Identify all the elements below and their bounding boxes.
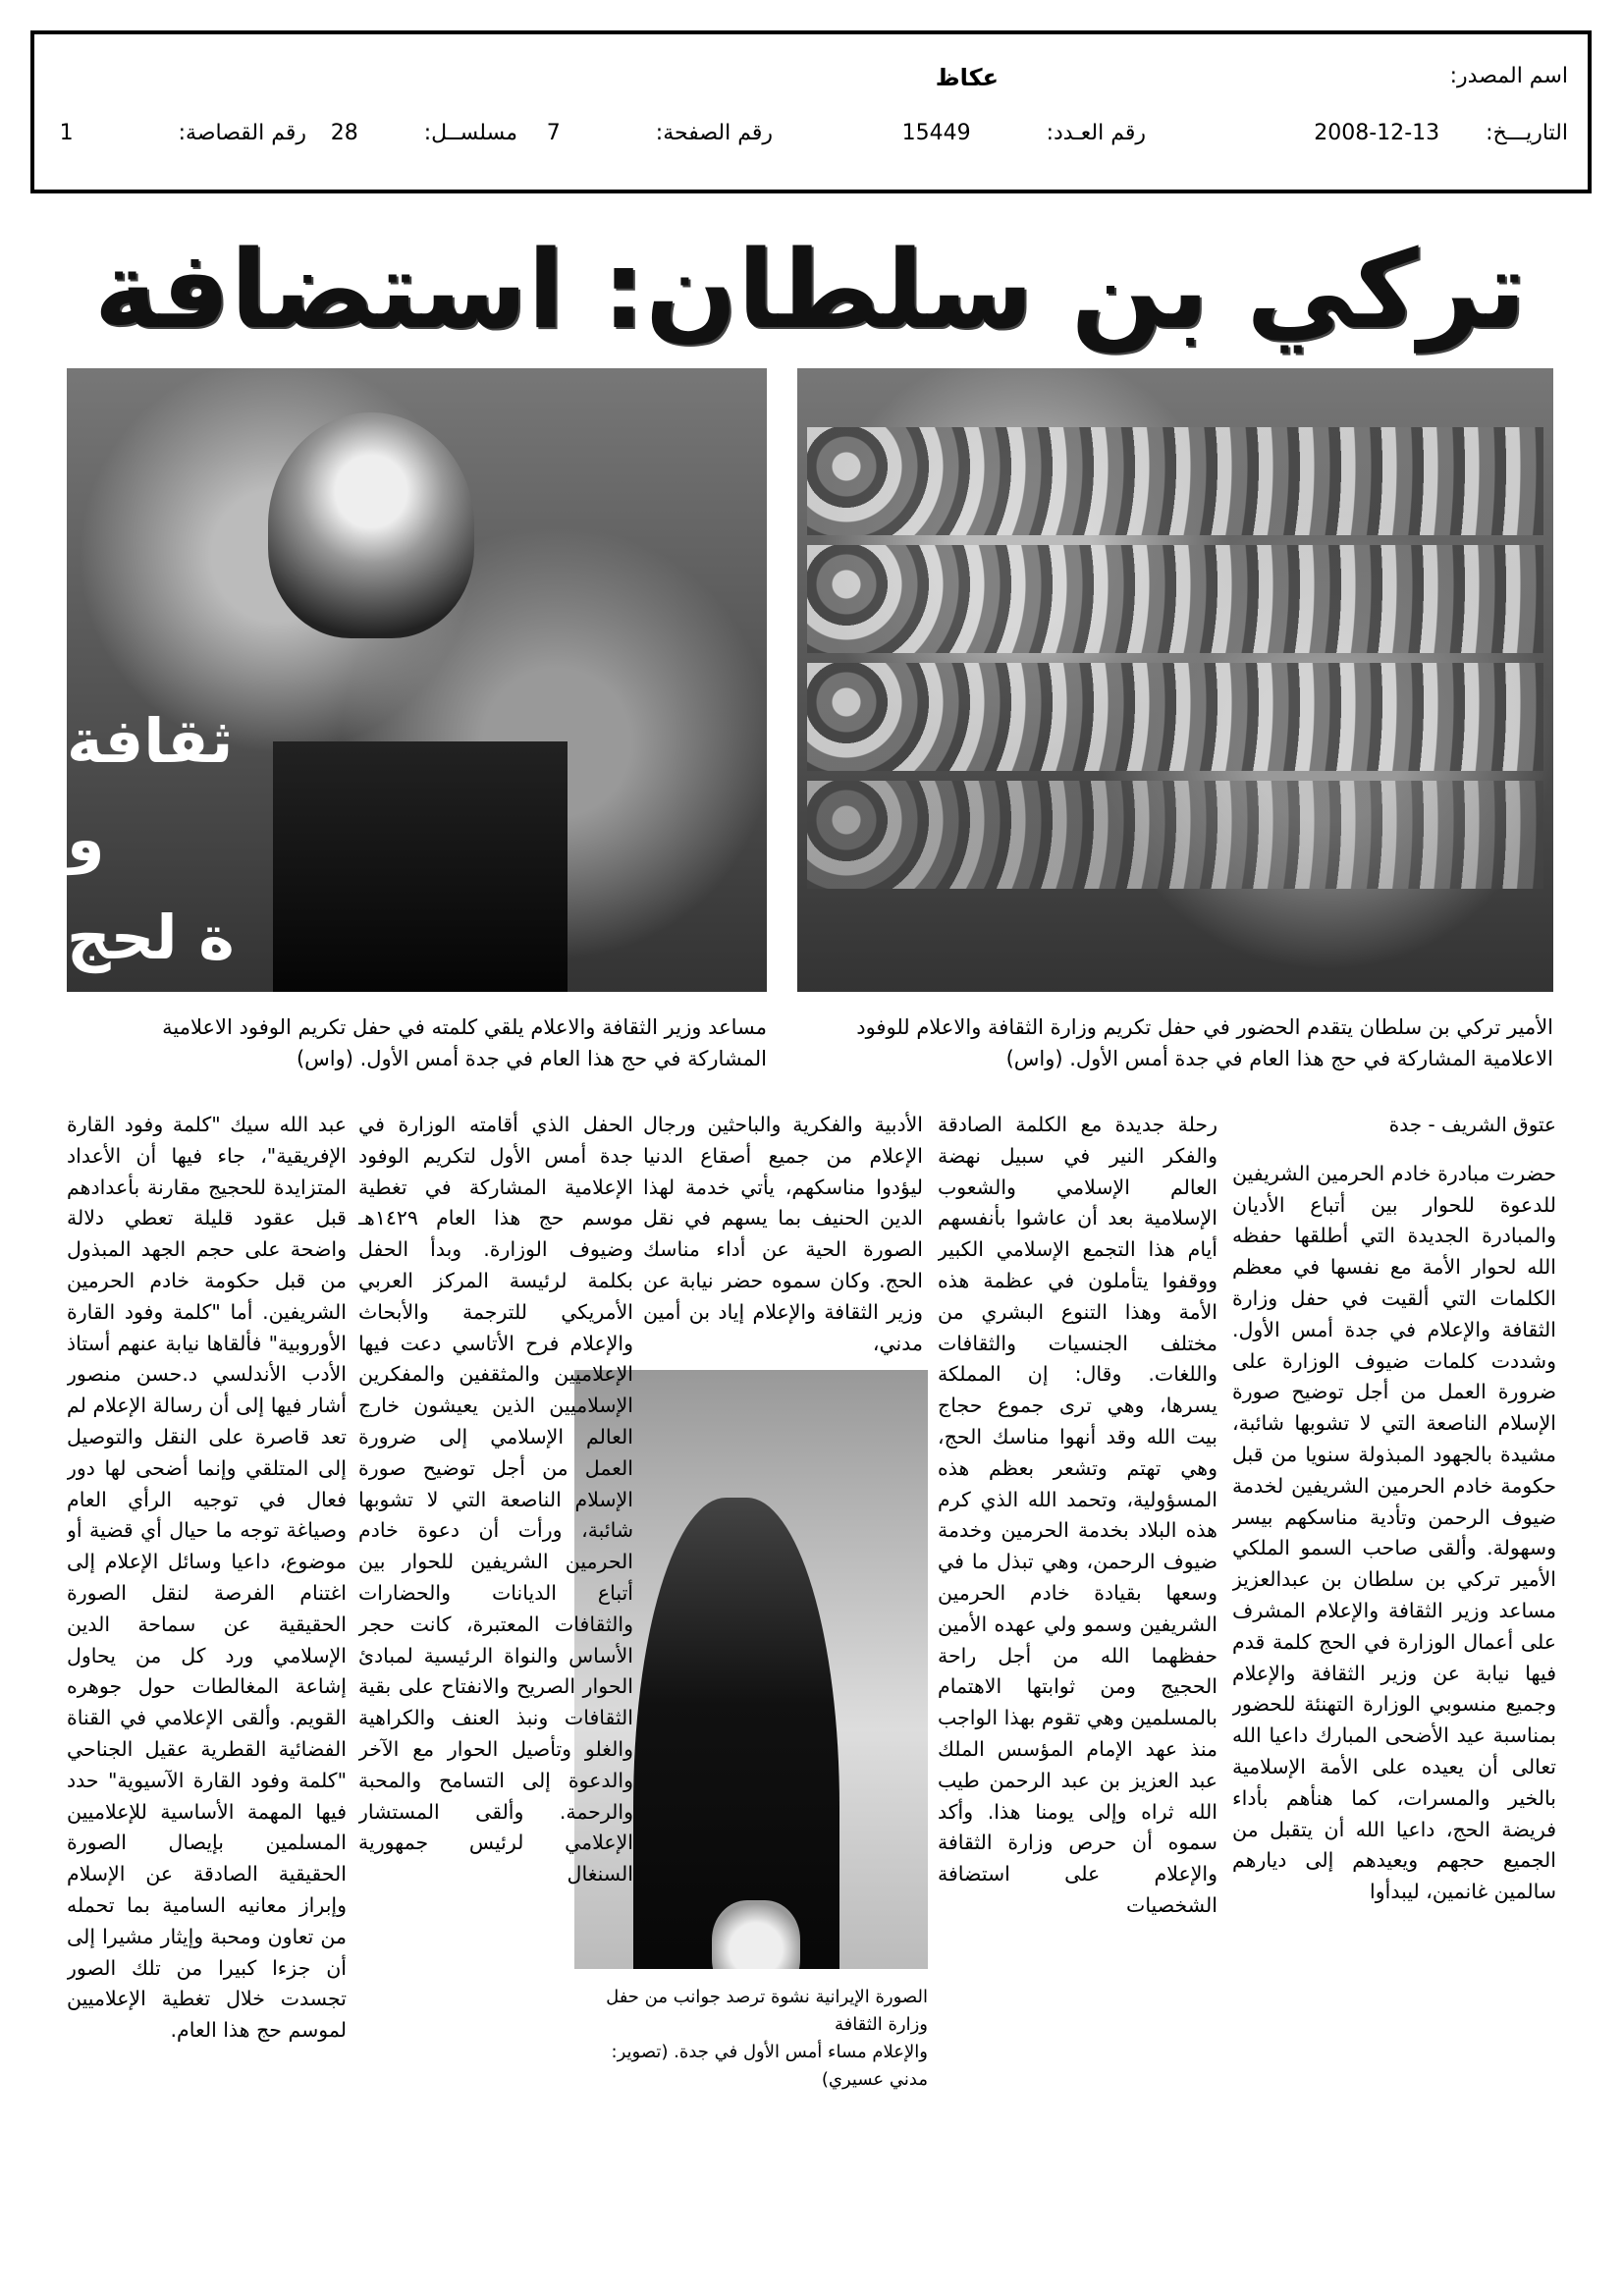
caption-bottom-line: والإعلام مساء أمس الأول في جدة. (تصوير: مدني عسيري) bbox=[611, 2042, 928, 2090]
photo-audience-row bbox=[807, 545, 1543, 653]
photo-podium bbox=[273, 741, 568, 992]
caption-bottom-line: الصورة الإيرانية نشوة ترصد جوانب من حفل وزارة الثقافة bbox=[606, 1987, 928, 2035]
article-column-4 bbox=[358, 1110, 633, 2259]
source-label: اسم المصدر: bbox=[1449, 64, 1568, 88]
photo-photographer-figure bbox=[633, 1498, 839, 1969]
caption-right-line: الاعلامية المشاركة في حج هذا العام في جدة أمس الأول. (واس) bbox=[1005, 1047, 1553, 1070]
photo-banner-text: ثقافة و ة لحج bbox=[67, 705, 235, 973]
page-label: رقم الصفحة: bbox=[655, 121, 773, 145]
clipping-label: رقم القصاصة: bbox=[178, 121, 306, 145]
serial-field bbox=[331, 121, 517, 145]
issue-value: 15449 bbox=[901, 121, 971, 145]
article-column-text: الأدبية والفكرية والباحثين ورجال الإعلام من جميع أصقاع الدنيا ليؤدوا مناسكهم، يأتي خدمة لهذا الدين الحنيف بما يسهم في نقل الصورة الحية عن أداء مناسك الحج. وكان سموه حضر نيابة عن وزير الثقافة والإعلام إياد بن أمين مدني، bbox=[643, 1113, 923, 1355]
article-column-text: الحفل الذي أقامته الوزارة في جدة أمس الأول لتكريم الوفود الإعلامية المشاركة في تغطية موسم حج هذا العام ١٤٢٩هـ وضيوف الوزارة. وبدأ الحفل بكلمة لرئيسة المركز العربي الأمريكي للترجمة والأبحاث والإعلام فرح الأتاسي دعت فيها الإعلاميين والمثقفين والمفكرين الإسلاميين الذين يعيشون خارج العالم الإسلامي إلى ضرورة العمل من أجل توضيح صورة الإسلام الناصعة التي لا تشوبها شائبة، ورأت أن دعوة خادم الحرمين الشريفين للحوار بين أتباع الديانات والحضارات والثقافات المعتبرة، كانت حجر الأساس والنواة الرئيسية لمبادئ الحوار الصريح والانفتاح على بقية الثقافات ونبذ العنف والكراهية والغلو وتأصيل الحوار مع الآخر والدعوة إلى التسامح والمحبة والرحمة. وألقى المستشار الإعلامي لرئيس جمهورية السنغال bbox=[358, 1113, 633, 1886]
source-metadata-box bbox=[30, 30, 1592, 193]
source-field bbox=[1450, 64, 1568, 88]
issue-field bbox=[902, 121, 1146, 145]
article-column-text: حضرت مبادرة خادم الحرمين الشريفين للدعوة للحوار بين أتباع الأديان والمبادرة الجديدة التي أطلقها حفظه الله لحوار الأمة مع نفسها في معظم الكلمات التي ألقيت في حفل وزارة الثقافة والإعلام في جدة أمس الأول. وشددت كلمات ضيوف الوزارة على ضرورة العمل من أجل توضيح صورة الإسلام الناصعة التي لا تشوبها شائبة، مشيدة بالجهود المبذولة سنويا من قبل حكومة خادم الحرمين الشريفين لخدمة ضيوف الرحمن وتأدية مناسكهم بيسر وسهولة. وألقى صاحب السمو الملكي الأمير تركي بن سلطان بن عبدالعزيز مساعد وزير الثقافة والإعلام المشرف على أعمال الوزارة في الحج كلمة قدم فيها نيابة عن وزير الثقافة والإعلام وجميع منسوبي الوزارة التهنئة للحضور بمناسبة عيد الأضحى المبارك داعيا الله تعالى أن يعيده على الأمة الإسلامية بالخير والمسرات، كما هنأهم بأداء فريضة الحج، داعيا الله أن يتقبل من الجميع حجهم ويعيدهم إلى ديارهم سالمين غانمين، ليبدأوا bbox=[1232, 1161, 1556, 1904]
page-value: 7 bbox=[546, 121, 561, 145]
issue-label: رقم العـدد: bbox=[1046, 121, 1146, 145]
caption-left-line: المشاركة في حج هذا العام في جدة أمس الأول. (واس) bbox=[296, 1047, 767, 1070]
article-column-text: عبد الله سيك "كلمة وفود القارة الإفريقية"، جاء فيها أن الأعداد المتزايدة للحجيج مقارنة بأعدادهم قبل عقود قليلة تعطي دلالة واضحة على حجم الجهد المبذول من قبل حكومة خادم الحرمين الشريفين. أما "كلمة وفود القارة الأوروبية" فألقاها نيابة عنهم أستاذ الأدب الأندلسي د.حسن منصور أشار فيها إلى أن رسالة الإعلام لم تعد قاصرة على النقل والتوصيل إلى المتلقي وإنما أضحى لها دور فعال في توجيه الرأي العام وصياغة توجه ما حيال أي قضية أو موضوع، داعيا وسائل الإعلام إلى اغتنام الفرصة لنقل الصورة الحقيقية عن سماحة الدين الإسلامي ورد كل من يحاول إشاعة المغالطات حول جوهره القويم. وألقى الإعلامي في القناة الفضائية القطرية عقيل الجناحي "كلمة وفود القارة الآسيوية" حدد فيها المهمة الأساسية للإعلاميين المسلمين بإيصال الصورة الحقيقية الصادقة عن الإسلام وإبراز معانيه السامية بما تحمله من تعاون ومحبة وإيثار مشيرا إلى أن جزءا كبيرا من تلك الصور تجسدت خلال تغطية الإعلاميين لموسم حج هذا العام. bbox=[67, 1113, 347, 2043]
photo-speaker-figure bbox=[268, 412, 474, 638]
source-value: عكاظ bbox=[935, 64, 999, 91]
article-column-3 bbox=[643, 1110, 923, 1360]
headline: تركي بن سلطان: استضافة bbox=[93, 227, 1527, 353]
date-label: التاريـــخ: bbox=[1486, 121, 1568, 145]
photo-camera bbox=[712, 1900, 800, 1969]
photo-speaker bbox=[67, 368, 767, 992]
photo-audience-row bbox=[807, 663, 1543, 771]
article-byline: عتوق الشريف - جدة bbox=[1388, 1113, 1556, 1136]
article-column-5 bbox=[67, 1110, 347, 2259]
caption-left bbox=[67, 1011, 767, 1074]
article-column-1 bbox=[1232, 1110, 1556, 2259]
page-field bbox=[547, 121, 773, 145]
date-field bbox=[1314, 121, 1568, 145]
serial-label: مسلســل: bbox=[423, 121, 517, 145]
caption-right-line: الأمير تركي بن سلطان يتقدم الحضور في حفل تكريم وزارة الثقافة والاعلام للوفود bbox=[856, 1015, 1553, 1039]
date-value: 13-12-2008 bbox=[1314, 121, 1440, 145]
caption-left-line: مساعد وزير الثقافة والاعلام يلقي كلمته في حفل تكريم الوفود الاعلامية bbox=[162, 1015, 767, 1039]
article-column-2 bbox=[938, 1110, 1217, 2259]
photo-audience bbox=[797, 368, 1553, 992]
caption-right bbox=[797, 1011, 1553, 1074]
photo-audience-row bbox=[807, 781, 1543, 889]
photo-audience-row bbox=[807, 427, 1543, 535]
clipping-value: 1 bbox=[59, 121, 74, 145]
article-column-text: رحلة جديدة مع الكلمة الصادقة والفكر النير في سبيل نهضة العالم الإسلامي والشعوب الإسلامية بعد أن عاشوا بأنفسهم أيام هذا التجمع الإسلامي الكبير ووقفوا يتأملون في عظمة هذه الأمة وهذا التنوع البشري من مختلف الجنسيات والثقافات واللغات. وقال: إن المملكة يسرها، وهي ترى جموع حجاج بيت الله وقد أنهوا مناسك الحج، وهي تهتم وتشعر بعظم هذه المسؤولية، وتحمد الله الذي كرم هذه البلاد بخدمة الحرمين وخدمة ضيوف الرحمن، وهي تبذل ما في وسعها بقيادة خادم الحرمين الشريفين وسمو ولي عهده الأمين حفظهما الله من أجل راحة الحجيج ومن ثوابتها الاهتمام بالمسلمين وهي تقوم بهذا الواجب منذ عهد الإمام المؤسس الملك عبد العزيز بن عبد الرحمن طيب الله ثراه وإلى يومنا هذا. وأكد سموه أن حرص وزارة الثقافة والإعلام على استضافة الشخصيات bbox=[938, 1113, 1217, 1917]
clipping-field bbox=[60, 121, 306, 145]
serial-value: 28 bbox=[330, 121, 358, 145]
